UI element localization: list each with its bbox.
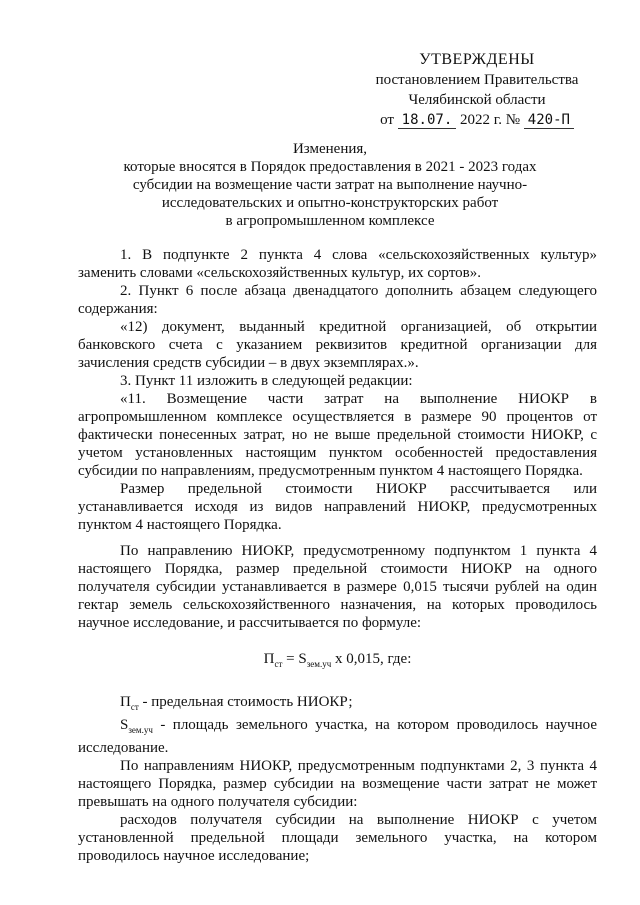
paragraph-5: «11. Возмещение части затрат на выполнение НИОКР в агропромышленном комплексе осуществляется в размере 90 процентов от фактически понесенных затрат, но не выше предельной стоимости НИОКР, с учетом установленных настоящим пунктом особенностей предоставления субсидии по направлениям, предусмотренным пунктом 4 настоящего Порядка. <box>78 391 597 479</box>
paragraph-definition-p <box>78 693 597 716</box>
approval-from: от <box>380 112 394 128</box>
formula-s-sub: зем.уч <box>306 659 332 669</box>
formula <box>78 650 597 673</box>
approval-date: 18.07. <box>398 112 457 129</box>
approval-number: 420-П <box>524 112 574 129</box>
paragraph-1: 1. В подпункте 2 пункта 4 слова «сельскохозяйственных культур» заменить словами «сельскохозяйственных культур, их сортов». <box>78 247 597 281</box>
paragraph-4: 3. Пункт 11 изложить в следующей редакции: <box>120 373 413 389</box>
heading-line-1: Изменения, <box>292 141 368 157</box>
paragraph-6: Размер предельной стоимости НИОКР рассчитывается или устанавливается исходя из видов направлений НИОКР, предусмотренных пунктом 4 настоящего Порядка. <box>78 481 597 533</box>
approval-date-line <box>352 110 602 130</box>
heading-line-2: которые вносятся в Порядок предоставления в 2021 - 2023 годах <box>123 159 537 175</box>
heading-line-4: исследовательских и опытно-конструкторских работ <box>161 195 499 211</box>
document-body <box>78 246 597 865</box>
heading-line-3: субсидии на возмещение части затрат на выполнение научно- <box>132 177 528 193</box>
approval-line-2: Челябинской области <box>408 92 546 108</box>
def-s-text: - площадь земельного участка, на котором проводилось научное исследование. <box>78 717 597 756</box>
approval-line-1: постановлением Правительства <box>375 72 579 88</box>
document-heading <box>60 140 600 230</box>
paragraph-3: «12) документ, выданный кредитной организацией, об открытии банковского счета с указанием реквизитов кредитной организации для зачисления средств субсидии – в двух экземплярах.». <box>78 319 597 371</box>
approval-stamp <box>352 50 602 130</box>
approval-title: УТВЕРЖДЕНЫ <box>419 51 535 68</box>
formula-p-sub: ст <box>274 659 283 669</box>
formula-p: П <box>263 651 275 667</box>
paragraph-definition-s: $S_{зем.уч}$ - площадь земельного участка, на котором проводилось научное исследование. <box>78 717 597 756</box>
def-p-text: - предельная стоимость НИОКР; <box>138 694 353 710</box>
formula-eq: = S <box>282 651 307 667</box>
formula-rest: х 0,015, где: <box>331 651 412 667</box>
approval-year: 2022 г. № <box>460 112 521 128</box>
paragraph-11: расходов получателя субсидии на выполнение НИОКР с учетом установленной предельной площади земельного участка, на котором проводилось научное исследование; <box>78 812 597 864</box>
def-p-sub: ст <box>130 702 139 712</box>
def-p-symbol: П <box>120 694 131 710</box>
paragraph-10: По направлениям НИОКР, предусмотренным подпунктами 2, 3 пункта 4 настоящего Порядка, размер субсидии на возмещение части затрат не может превышать на одного получателя субсидии: <box>78 758 597 810</box>
def-s-sub: зем.уч <box>128 725 153 735</box>
paragraph-7: По направлению НИОКР, предусмотренному подпунктом 1 пункта 4 настоящего Порядка, размер предельной стоимости НИОКР на одного получателя субсидии устанавливается в размере 0,015 тысячи рублей на один гектар земель сельскохозяйственного назначения, на которых проводилось научное исследование, и рассчитывается по формуле: <box>78 543 597 631</box>
heading-line-5: в агропромышленном комплексе <box>225 213 435 229</box>
paragraph-2: 2. Пункт 6 после абзаца двенадцатого дополнить абзацем следующего содержания: <box>78 283 597 317</box>
